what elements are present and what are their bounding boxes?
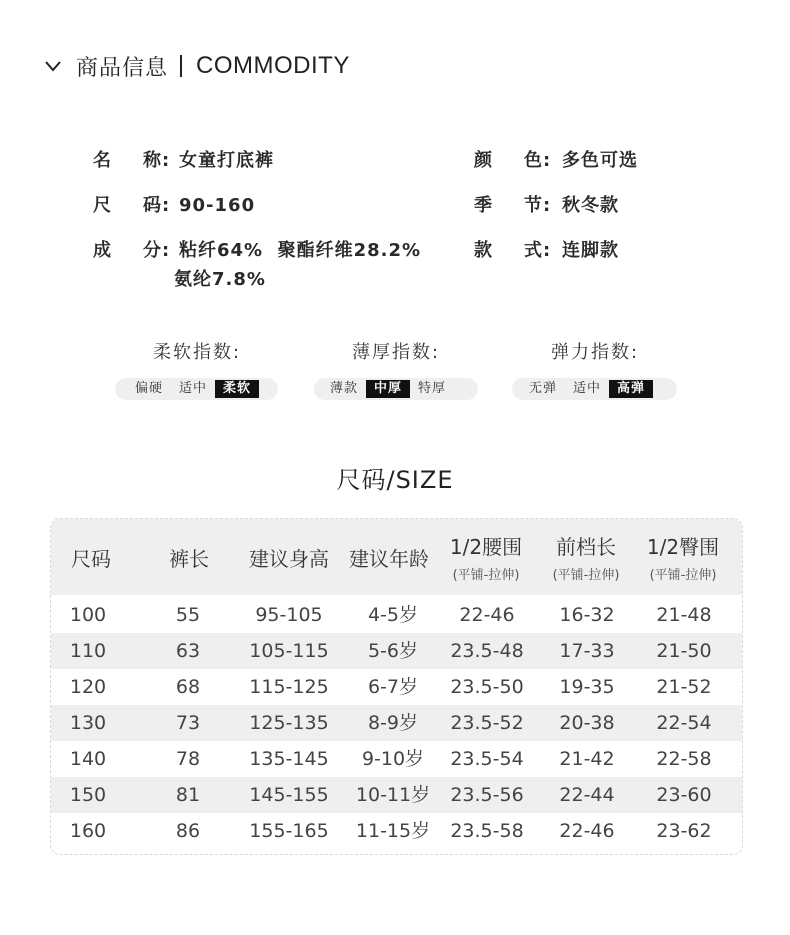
header-title-en: COMMODITY: [196, 52, 350, 79]
info-color: [474, 150, 774, 174]
table-cell: 23.5-52: [450, 712, 524, 734]
thickness-option: 薄款: [330, 381, 359, 396]
table-cell: 6-7岁: [367, 676, 419, 698]
table-cell: 73: [175, 712, 201, 734]
table-cell: 125-135: [249, 712, 329, 734]
header-label: 建议年龄: [349, 546, 429, 571]
table-cell: 5-6岁: [367, 640, 419, 662]
table-cell: 23.5-48: [450, 640, 524, 662]
table-cell: 135-145: [249, 748, 329, 770]
softness-index-title: 柔软指数:: [152, 342, 242, 363]
size-table: [50, 518, 743, 855]
table-cell: 115-125: [249, 676, 329, 698]
table-header: [51, 519, 742, 595]
softness-option: 偏硬: [135, 381, 164, 396]
info-value: 粘纤64% 聚酯纤维28.2%: [179, 240, 422, 261]
table-cell: 145-155: [249, 784, 329, 806]
softness-index-scale: [115, 378, 278, 400]
thickness-index-scale: [314, 378, 478, 400]
thickness-option-selected: 中厚: [366, 380, 410, 398]
table-row: [51, 813, 742, 849]
table-cell: 19-35: [559, 676, 615, 698]
info-material: [93, 240, 433, 292]
info-label-char1: 颜: [474, 150, 493, 171]
table-cell: 78: [175, 748, 201, 770]
table-row: [51, 597, 742, 633]
elasticity-option-selected: 高弹: [609, 380, 653, 398]
softness-option: 适中: [179, 381, 208, 396]
header-cell: [149, 519, 229, 595]
header-label: 1/2臀围: [646, 535, 720, 559]
info-label-char1: 尺: [93, 195, 112, 216]
table-cell: 23.5-54: [450, 748, 524, 770]
info-value: 多色可选: [562, 150, 638, 171]
table-cell: 23.5-56: [450, 784, 524, 806]
elasticity-option: 适中: [573, 381, 602, 396]
table-cell: 22-46: [459, 604, 515, 626]
header-label: 尺码: [71, 546, 111, 571]
info-value-line2: 氨纶7.8%: [174, 269, 266, 290]
table-cell: 55: [175, 604, 201, 626]
header-label: 建议身高: [249, 546, 329, 571]
table-cell: 9-10岁: [361, 748, 425, 770]
info-value: 连脚款: [562, 240, 619, 261]
info-value: 女童打底裤: [179, 150, 274, 171]
table-cell: 21-50: [656, 640, 712, 662]
table-cell: 21-48: [656, 604, 712, 626]
elasticity-index-scale: [512, 378, 677, 400]
info-season: [474, 195, 774, 219]
table-cell: 68: [175, 676, 201, 698]
info-size: [93, 195, 393, 219]
header-sublabel: (平铺-拉伸): [452, 568, 520, 583]
header-sublabel: (平铺-拉伸): [649, 568, 717, 583]
table-cell: 110: [69, 640, 107, 662]
table-cell: 130: [69, 712, 107, 734]
info-label-char2: 称:: [143, 150, 171, 171]
info-label-char1: 名: [93, 150, 112, 171]
table-row: [51, 669, 742, 705]
info-label-char2: 分:: [143, 240, 171, 261]
header-label: 裤长: [169, 546, 209, 571]
info-label-char1: 季: [474, 195, 493, 216]
table-cell: 81: [175, 784, 201, 806]
size-table-title: 尺码/SIZE: [336, 466, 454, 494]
thickness-index-title: 薄厚指数:: [351, 342, 441, 363]
info-label-char2: 码:: [143, 195, 171, 216]
table-cell: 23-62: [656, 820, 712, 842]
table-cell: 21-42: [559, 748, 615, 770]
table-row: [51, 705, 742, 741]
table-cell: 16-32: [559, 604, 615, 626]
table-cell: 22-58: [656, 748, 712, 770]
header-divider: [180, 55, 182, 77]
header-label: 前档长: [556, 535, 616, 559]
section-header: [44, 50, 350, 82]
table-cell: 95-105: [255, 604, 323, 626]
table-cell: 8-9岁: [367, 712, 419, 734]
table-cell: 23.5-50: [450, 676, 524, 698]
table-cell: 105-115: [249, 640, 329, 662]
table-cell: 22-46: [559, 820, 615, 842]
header-cell: [636, 519, 730, 595]
header-cell: [339, 519, 439, 595]
table-cell: 10-11岁: [355, 784, 431, 806]
header-sublabel: (平铺-拉伸): [552, 568, 620, 583]
table-cell: 155-165: [249, 820, 329, 842]
info-label-char1: 成: [93, 240, 112, 261]
table-cell: 20-38: [559, 712, 615, 734]
table-cell: 63: [175, 640, 201, 662]
info-label-char2: 式:: [524, 240, 552, 261]
table-cell: 23.5-58: [450, 820, 524, 842]
info-label-char2: 节:: [524, 195, 552, 216]
table-row: [51, 777, 742, 813]
header-cell: [539, 519, 633, 595]
table-cell: 23-60: [656, 784, 712, 806]
header-cell: [239, 519, 339, 595]
header-cell: [51, 519, 131, 595]
elasticity-index-title: 弹力指数:: [550, 342, 640, 363]
table-cell: 140: [69, 748, 107, 770]
info-value: 秋冬款: [562, 195, 619, 216]
softness-option-selected: 柔软: [215, 380, 259, 398]
info-style: [474, 240, 774, 264]
table-cell: 22-54: [656, 712, 712, 734]
info-name: [93, 150, 393, 174]
table-cell: 160: [69, 820, 107, 842]
info-value: 90-160: [179, 195, 256, 216]
table-cell: 22-44: [559, 784, 615, 806]
table-cell: 11-15岁: [355, 820, 431, 842]
chevron-down-icon[interactable]: [44, 57, 62, 75]
table-row: [51, 741, 742, 777]
table-cell: 150: [69, 784, 107, 806]
header-label: 1/2腰围: [449, 535, 523, 559]
table-cell: 21-52: [656, 676, 712, 698]
header-title-cn: 商品信息: [76, 55, 169, 81]
header-cell: [439, 519, 533, 595]
info-label-char1: 款: [474, 240, 493, 261]
table-cell: 120: [69, 676, 107, 698]
elasticity-option: 无弹: [529, 381, 558, 396]
thickness-option: 特厚: [418, 381, 447, 396]
table-cell: 100: [69, 604, 107, 626]
table-cell: 17-33: [559, 640, 615, 662]
table-cell: 4-5岁: [367, 604, 419, 626]
table-cell: 86: [175, 820, 201, 842]
info-label-char2: 色:: [524, 150, 552, 171]
table-row: [51, 633, 742, 669]
